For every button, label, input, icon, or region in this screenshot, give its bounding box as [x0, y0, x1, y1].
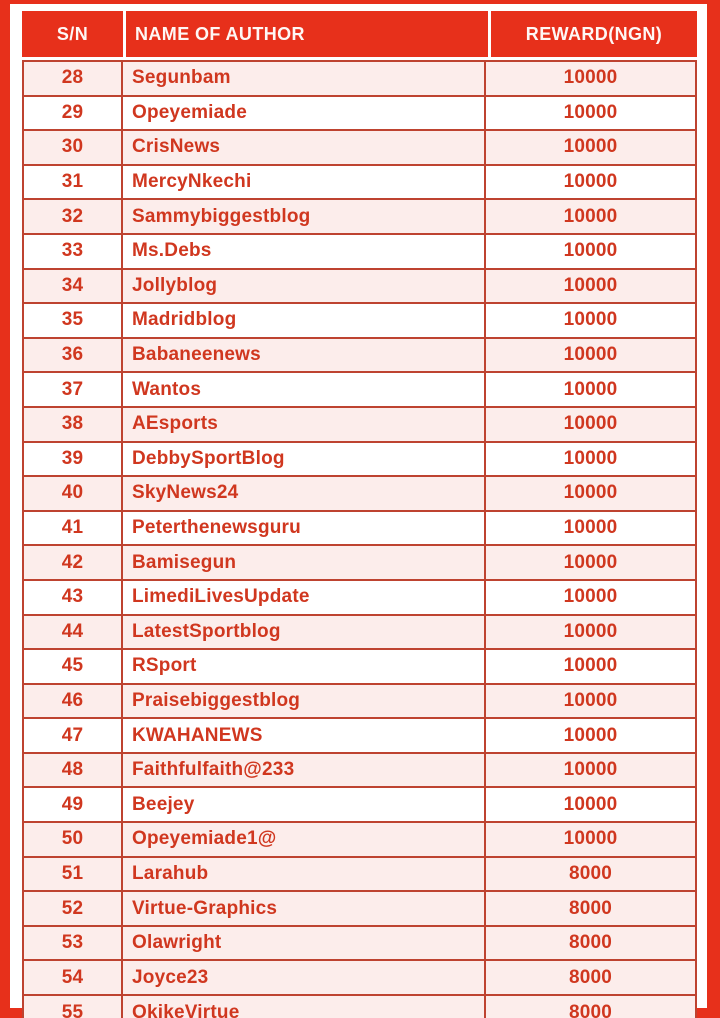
table-row — [24, 996, 695, 1018]
row-reward-amount: 10000 — [563, 309, 618, 331]
row-serial-number: 54 — [24, 961, 123, 994]
table-row — [24, 443, 695, 478]
row-serial-number: 38 — [24, 408, 123, 441]
row-reward-amount: 10000 — [563, 551, 618, 573]
row-author-name: DebbySportBlog — [123, 443, 486, 476]
row-reward-amount: 10000 — [563, 482, 618, 504]
row-reward-amount: 10000 — [563, 689, 618, 711]
row-author-name: Beejey — [123, 788, 486, 821]
row-reward-amount: 10000 — [563, 67, 618, 89]
table-row — [24, 270, 695, 305]
table-row — [24, 927, 695, 962]
row-reward-amount: 10000 — [563, 413, 618, 435]
table-row — [24, 892, 695, 927]
row-author-name: Wantos — [123, 373, 486, 406]
row-serial-number: 40 — [24, 477, 123, 510]
row-serial-number: 31 — [24, 166, 123, 199]
row-reward-amount: 10000 — [563, 586, 618, 608]
table-row — [24, 961, 695, 996]
row-author-name: Sammybiggestblog — [123, 200, 486, 233]
row-author-name: Virtue-Graphics — [123, 892, 486, 925]
table-panel — [10, 4, 707, 1018]
row-serial-number: 29 — [24, 97, 123, 130]
row-author-name: Opeyemiade1@ — [123, 823, 486, 856]
row-author-name: AEsports — [123, 408, 486, 441]
row-author-name: LatestSportblog — [123, 616, 486, 649]
row-serial-number: 49 — [24, 788, 123, 821]
row-serial-number: 35 — [24, 304, 123, 337]
row-reward-amount: 10000 — [563, 620, 618, 642]
row-serial-number: 42 — [24, 546, 123, 579]
row-reward-amount: 8000 — [568, 966, 613, 988]
row-author-name: Joyce23 — [123, 961, 486, 994]
row-author-name: RSport — [123, 650, 486, 683]
row-serial-number: 51 — [24, 858, 123, 891]
row-serial-number: 41 — [24, 512, 123, 545]
row-serial-number: 46 — [24, 685, 123, 718]
row-author-name: Madridblog — [123, 304, 486, 337]
row-serial-number: 30 — [24, 131, 123, 164]
row-serial-number: 39 — [24, 443, 123, 476]
row-reward-amount: 10000 — [563, 101, 618, 123]
table-row — [24, 131, 695, 166]
row-serial-number: 43 — [24, 581, 123, 614]
row-serial-number: 55 — [24, 996, 123, 1018]
row-serial-number: 53 — [24, 927, 123, 960]
row-author-name: SkyNews24 — [123, 477, 486, 510]
row-reward-amount: 10000 — [563, 205, 618, 227]
row-author-name: Olawright — [123, 927, 486, 960]
row-author-name: Praisebiggestblog — [123, 685, 486, 718]
table-row — [24, 650, 695, 685]
row-reward-amount: 10000 — [563, 517, 618, 539]
table-header-row — [22, 11, 697, 57]
row-reward-amount: 10000 — [563, 240, 618, 262]
row-author-name: Babaneenews — [123, 339, 486, 372]
row-author-name: OkikeVirtue — [123, 996, 486, 1018]
table-row — [24, 823, 695, 858]
table-body — [22, 60, 697, 1018]
row-author-name: Larahub — [123, 858, 486, 891]
row-serial-number: 50 — [24, 823, 123, 856]
column-header-reward: REWARD(NGN) — [491, 11, 697, 57]
table-row — [24, 304, 695, 339]
table-row — [24, 235, 695, 270]
row-reward-amount: 8000 — [568, 1002, 613, 1018]
row-reward-amount: 10000 — [563, 378, 618, 400]
row-reward-amount: 10000 — [563, 447, 618, 469]
row-reward-amount: 10000 — [563, 136, 618, 158]
row-serial-number: 33 — [24, 235, 123, 268]
column-header-sn: S/N — [22, 11, 123, 57]
row-reward-amount: 10000 — [563, 344, 618, 366]
column-header-author-name: NAME OF AUTHOR — [126, 11, 488, 57]
table-row — [24, 373, 695, 408]
table-row — [24, 754, 695, 789]
row-author-name: Ms.Debs — [123, 235, 486, 268]
row-author-name: KWAHANEWS — [123, 719, 486, 752]
row-author-name: Segunbam — [123, 62, 486, 95]
row-serial-number: 32 — [24, 200, 123, 233]
row-serial-number: 34 — [24, 270, 123, 303]
row-reward-amount: 10000 — [563, 759, 618, 781]
row-serial-number: 37 — [24, 373, 123, 406]
row-serial-number: 28 — [24, 62, 123, 95]
row-serial-number: 44 — [24, 616, 123, 649]
row-author-name: LimediLivesUpdate — [123, 581, 486, 614]
row-reward-amount: 10000 — [563, 655, 618, 677]
table-row — [24, 616, 695, 651]
table-row — [24, 166, 695, 201]
row-reward-amount: 10000 — [563, 793, 618, 815]
row-reward-amount: 10000 — [563, 828, 618, 850]
row-reward-amount: 8000 — [568, 897, 613, 919]
row-author-name: Opeyemiade — [123, 97, 486, 130]
row-reward-amount: 8000 — [568, 932, 613, 954]
table-row — [24, 97, 695, 132]
table-row — [24, 62, 695, 97]
table-row — [24, 546, 695, 581]
row-author-name: Jollyblog — [123, 270, 486, 303]
table-row — [24, 339, 695, 374]
row-reward-amount: 10000 — [563, 274, 618, 296]
table-row — [24, 581, 695, 616]
row-serial-number: 36 — [24, 339, 123, 372]
row-author-name: CrisNews — [123, 131, 486, 164]
table-row — [24, 408, 695, 443]
authors-reward-table — [22, 11, 697, 1018]
row-serial-number: 48 — [24, 754, 123, 787]
table-row — [24, 477, 695, 512]
row-author-name: Faithfulfaith@233 — [123, 754, 486, 787]
row-serial-number: 47 — [24, 719, 123, 752]
table-row — [24, 685, 695, 720]
table-row — [24, 788, 695, 823]
table-row — [24, 512, 695, 547]
row-author-name: Bamisegun — [123, 546, 486, 579]
row-reward-amount: 8000 — [568, 862, 613, 884]
row-reward-amount: 10000 — [563, 724, 618, 746]
table-row — [24, 719, 695, 754]
table-row — [24, 200, 695, 235]
row-author-name: Peterthenewsguru — [123, 512, 486, 545]
row-reward-amount: 10000 — [563, 171, 618, 193]
row-author-name: MercyNkechi — [123, 166, 486, 199]
row-serial-number: 52 — [24, 892, 123, 925]
table-row — [24, 858, 695, 893]
row-serial-number: 45 — [24, 650, 123, 683]
